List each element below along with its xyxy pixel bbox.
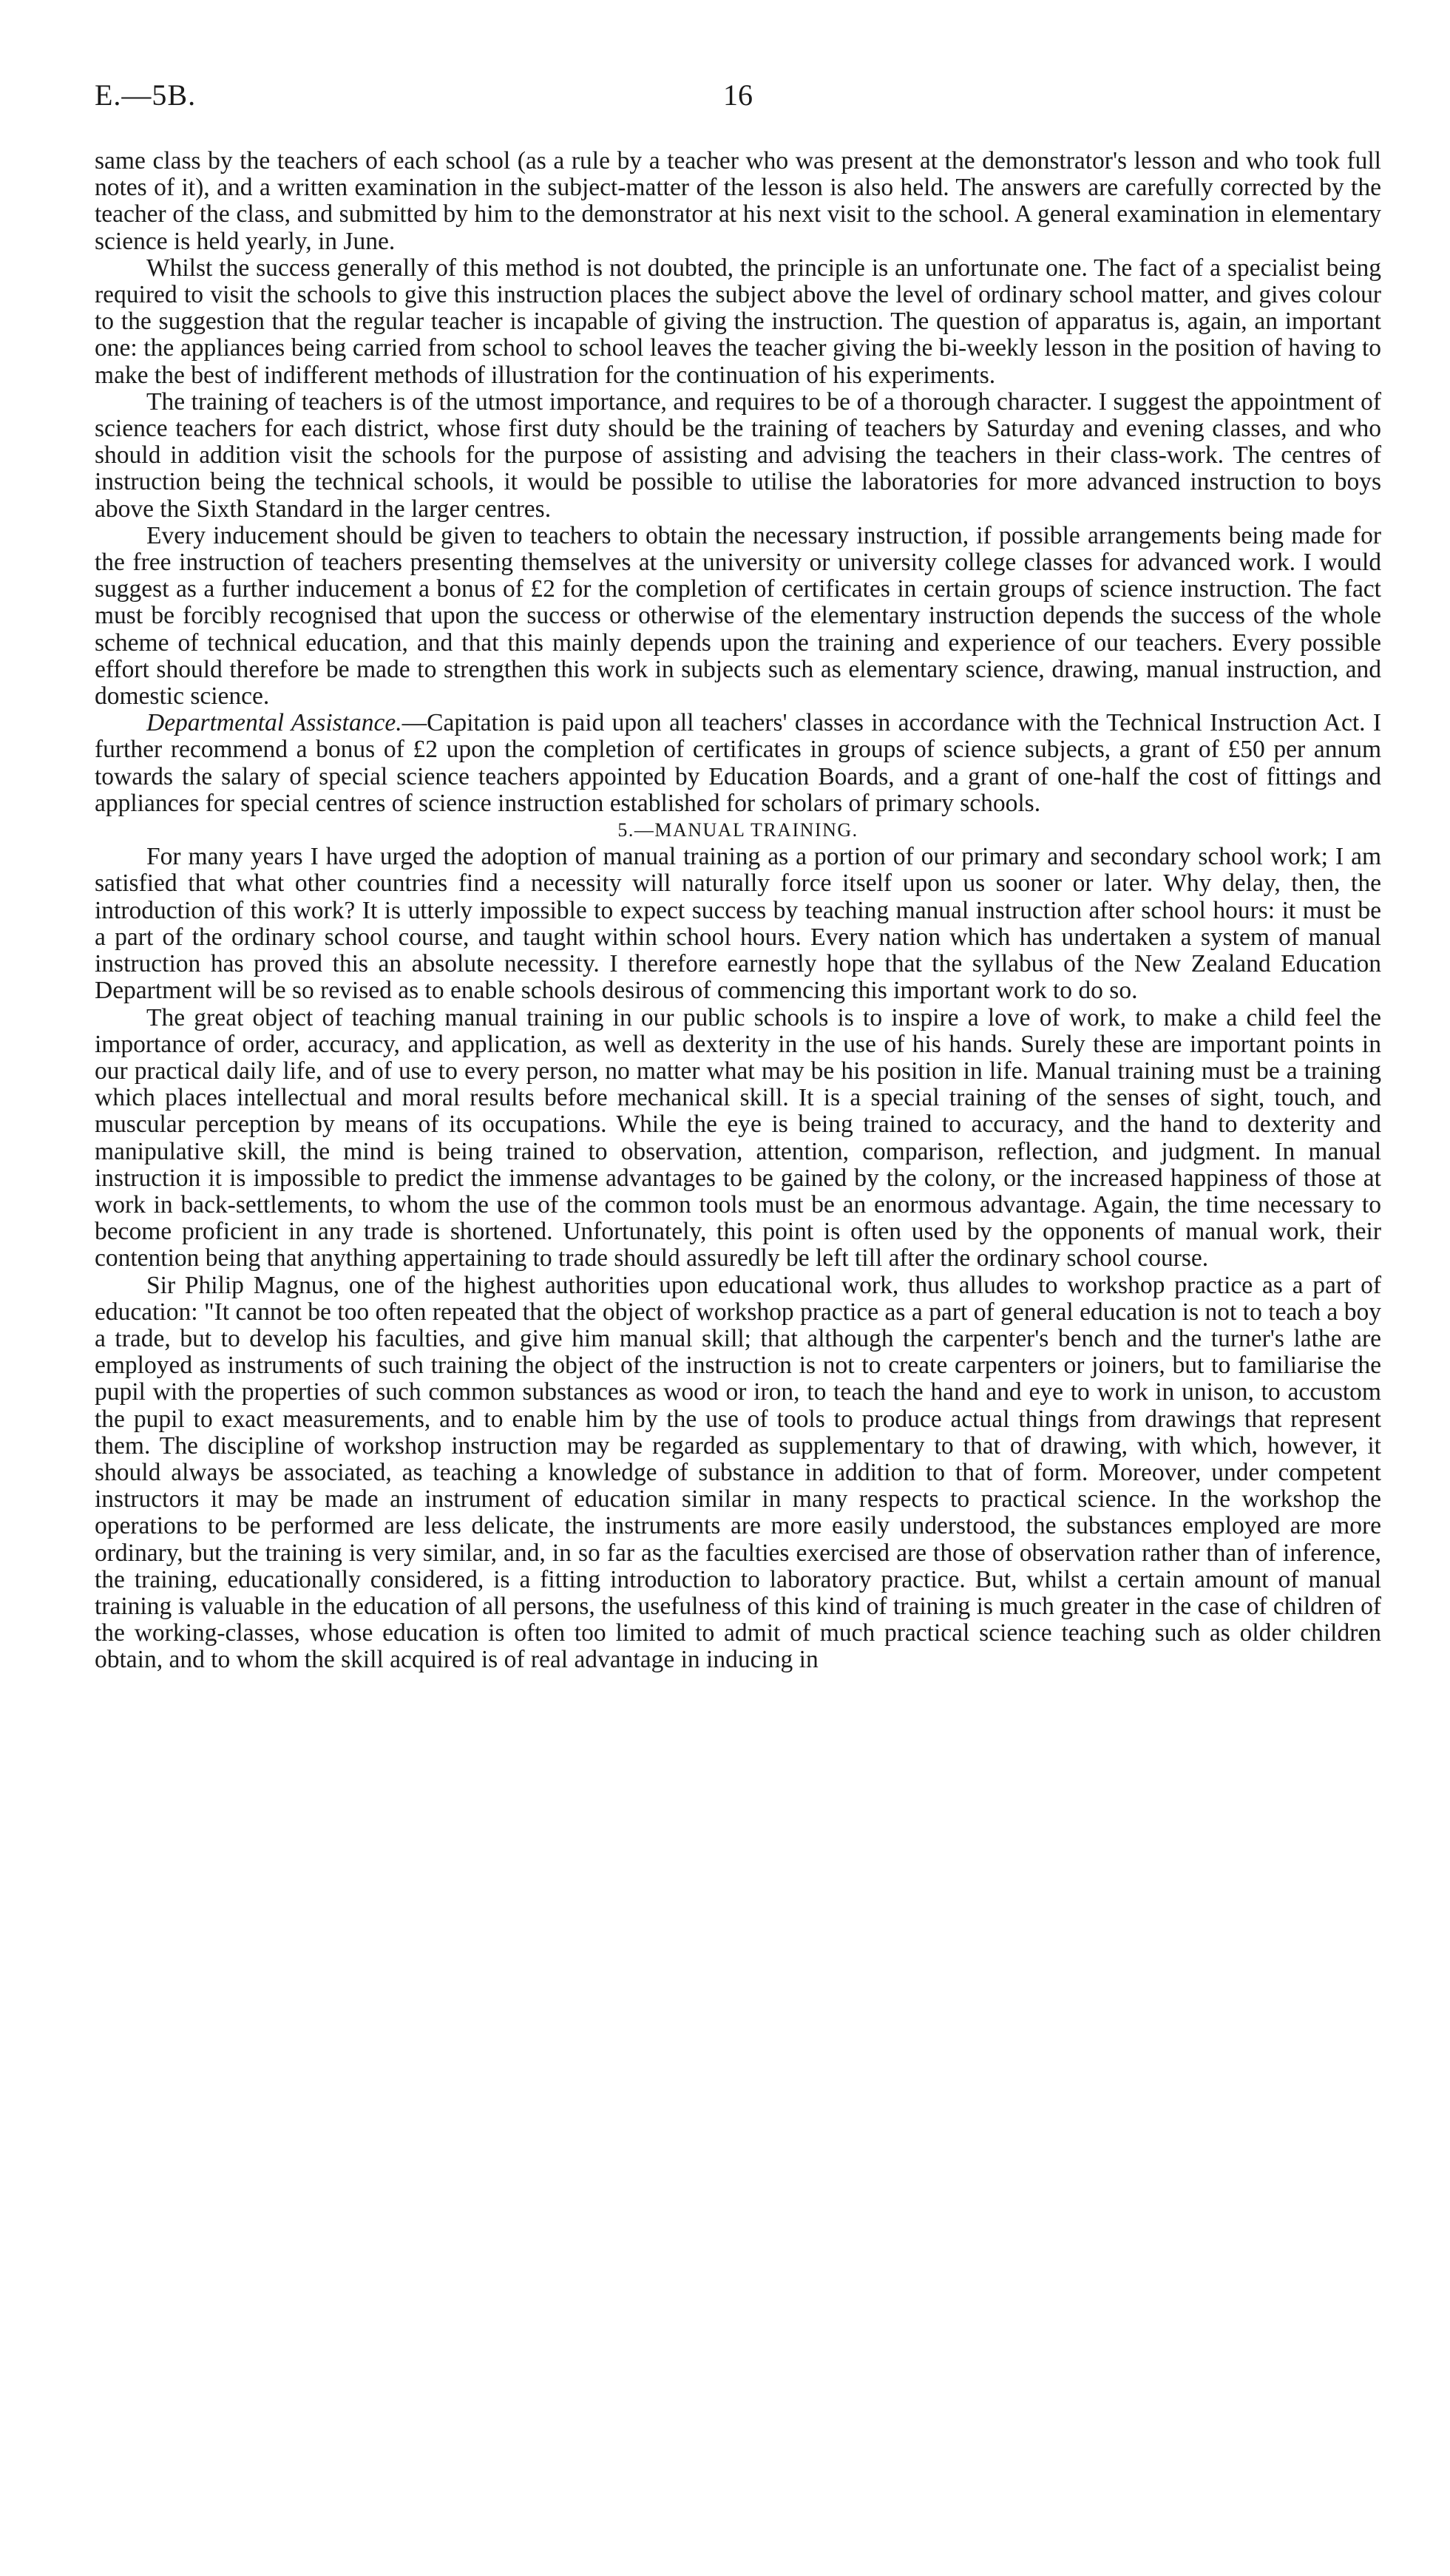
page-header	[95, 78, 1381, 122]
paragraph-manual-adoption: For many years I have urged the adoption of manual training as a portion of our primary and secondary school work; I am satisfied that what other countries find a necessity will naturally force itself upon us sooner or later. Why delay, then, the introduction of this work? It is utterly impossible to expect success by teaching manual instruction after school hours: it must be a part of the ordinary school course, and taught within school hours. Every nation which has undertaken a system of manual instruction has proved this an absolute necessity. I therefore earnestly hope that the syllabus of the New Zealand Education Department will be so revised as to enable schools desirous of commencing this important work to do so.	[95, 843, 1381, 1005]
paragraph-departmental-assistance	[95, 710, 1381, 817]
departmental-assistance-text: —Capitation is paid upon all teachers' classes in accordance with the Technical Instruction Act. I further recommend a bonus of £2 upon the completion of certificates in groups of science subjects, a grant of £50 per annum towards the salary of special science teachers appointed by Education Boards, and a grant of one-half the cost of fittings and appliances for special centres of science instruction established for scholars of primary schools.	[95, 709, 1382, 817]
paragraph-magnus-quote: Sir Philip Magnus, one of the highest authorities upon educational work, thus alludes to workshop practice as a part of education: "It cannot be too often repeated that the object of workshop practice as a part of general education is not to teach a boy a trade, but to develop his faculties, and give him manual skill; that although the carpenter's bench and the turner's lathe are employed as instruments of such training the object of the instruction is not to create carpenters or joiners, but to familiarise the pupil with the properties of such common substances as wood or iron, to teach the hand and eye to work in unison, to accustom the pupil to exact measurements, and to enable him by the use of tools to produce actual things from drawings that represent them. The discipline of workshop instruction may be regarded as supplementary to that of drawing, with which, however, it should always be associated, as teaching a knowledge of substance in addition to that of form. Moreover, under competent instructors it may be made an instrument of education similar in many respects to practical science. In the workshop the operations to be performed are less delicate, the instruments are more easily understood, the substances employed are more ordinary, but the training is very similar, and, in so far as the faculties exercised are those of observation rather than of inference, the training, educationally considered, is a fitting introduction to laboratory practice. But, whilst a certain amount of manual training is valuable in the education of all persons, the usefulness of this kind of training is much greater in the case of children of the working-classes, whose education is often too limited to admit of much practical science teaching such as older children obtain, and to whom the skill acquired is of real advantage in inducing in	[95, 1271, 1381, 1674]
paragraph-manual-object: The great object of teaching manual training in our public schools is to inspire a love of work, to make a child feel the importance of order, accuracy, and application, as well as dexterity in the use of his hands. Surely these are important points in our practical daily life, and of use to every person, no matter what may be his position in life. Manual training must be a training which places intellectual and moral results before mechanical skill. It is a special training of the senses of sight, touch, and muscular perception by means of its occupations. While the eye is being trained to accuracy, and the hand to dexterity and manipulative skill, the mind is being trained to observation, attention, comparison, reflection, and judgment. In manual instruction it is impossible to predict the immense advantages to be gained by the colony, or the increased happiness of those at work in back-settlements, to whom the use of the common tools must be an enormous advantage. Again, the time necessary to become proficient in any trade is shortened. Unfortunately, this point is often used by the opponents of manual work, their contention being that anything appertaining to trade should assuredly be left till after the ordinary school course.	[95, 1003, 1381, 1272]
paragraph-continued: same class by the teachers of each school (as a rule by a teacher who was present at the demonstrator's lesson and who took full notes of it), and a written examination in the subject-matter of the lesson is also held. The answers are carefully corrected by the teacher of the class, and submitted by him to the demonstrator at his next visit to the school. A general examination in elementary science is held yearly, in June.	[95, 147, 1381, 255]
paragraph-method: Whilst the success generally of this method is not doubted, the principle is an unfortunate one. The fact of a specialist being required to visit the schools to give this instruction places the subject above the level of ordinary school matter, and gives colour to the suggestion that the regular teacher is incapable of giving the instruction. The question of apparatus is, again, an important one: the appliances being carried from school to school leaves the teacher giving the bi-weekly lesson in the position of having to make the best of indifferent methods of illustration for the continuation of his experiments.	[95, 254, 1381, 389]
paragraph-inducement: Every inducement should be given to teachers to obtain the necessary instruction, if possible arrangements being made for the free instruction of teachers presenting themselves at the university or university college classes for advanced work. I would suggest as a further inducement a bonus of £2 for the completion of certificates in certain groups of science instruction. The fact must be forcibly recognised that upon the success or otherwise of the elementary instruction depends the success of the whole scheme of technical education, and that this mainly depends upon the training and experience of our teachers. Every possible effort should therefore be made to strengthen this work in subjects such as elementary science, drawing, manual instruction, and domestic science.	[95, 521, 1381, 711]
page-number: 16	[723, 78, 753, 112]
departmental-assistance-lead: Departmental Assistance.	[146, 709, 402, 737]
paragraph-training-teachers: The training of teachers is of the utmost importance, and requires to be of a thorough character. I suggest the appointment of science teachers for each district, whose first duty should be the training of teachers by Saturday and evening classes, and who should in addition visit the schools for the purpose of assisting and advising the teachers in their class-work. The centres of instruction being the technical schools, it would be possible to utilise the laboratories for more advanced instruction to boys above the Sixth Standard in the larger centres.	[95, 387, 1381, 523]
document-body	[95, 148, 1381, 1674]
document-code: E.—5B.	[95, 78, 197, 112]
section-heading: 5.—MANUAL TRAINING.	[617, 819, 858, 841]
